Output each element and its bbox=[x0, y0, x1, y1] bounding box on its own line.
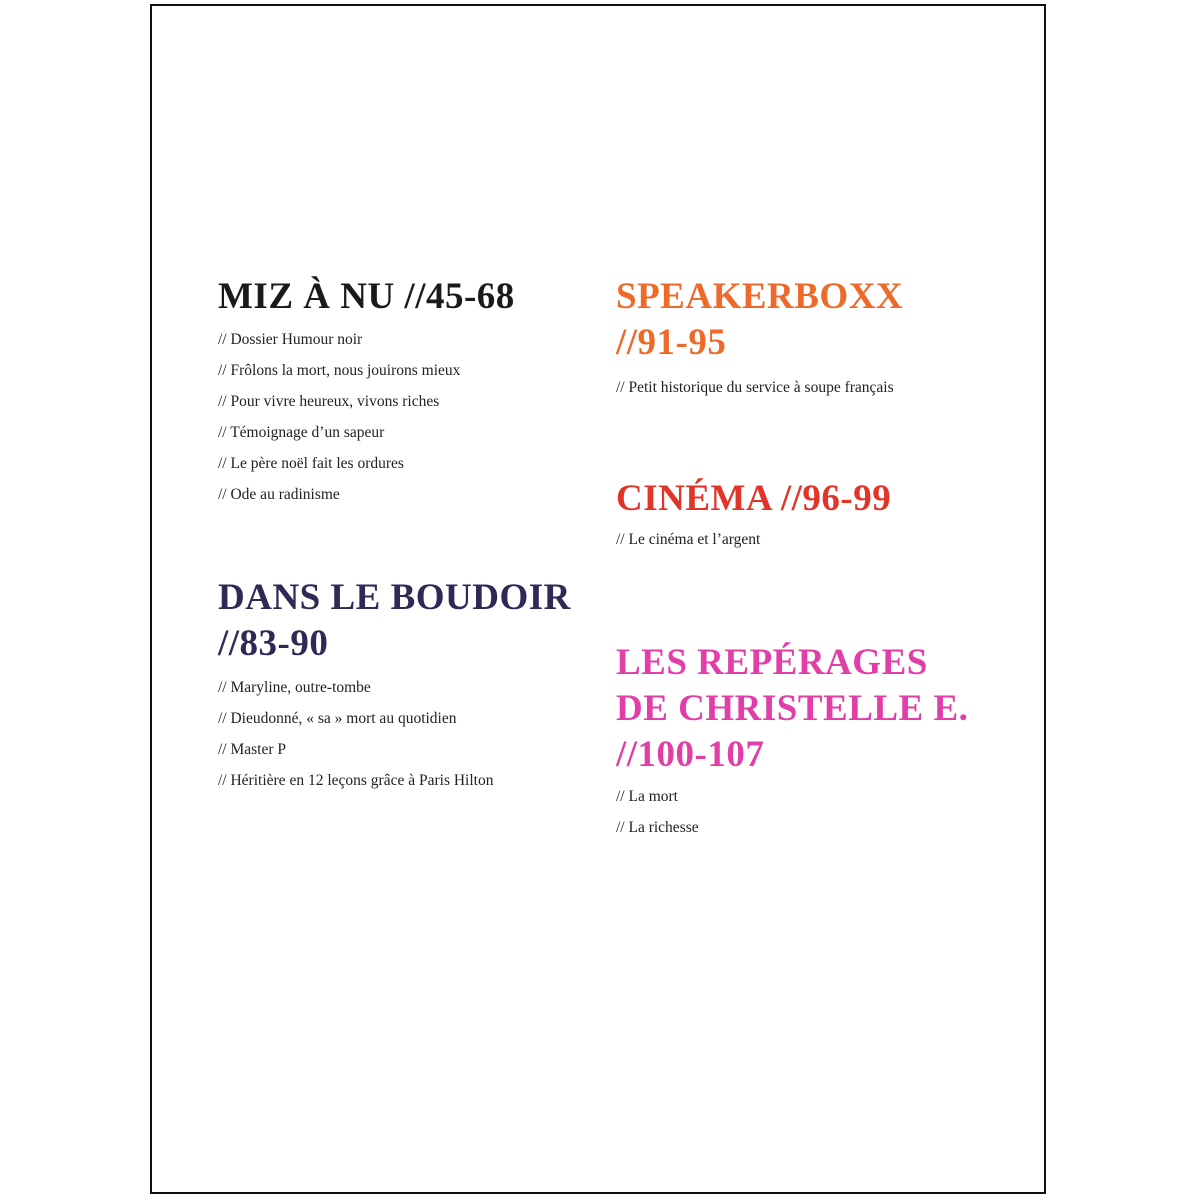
section-les-reperages bbox=[616, 640, 968, 843]
article-list bbox=[218, 324, 515, 510]
article-item: // Pour vivre heureux, vivons riches bbox=[218, 393, 440, 410]
article-item: // Dossier Humour noir bbox=[218, 331, 363, 348]
article-item: // Le père noël fait les ordures bbox=[218, 455, 404, 472]
heading-line: LES REPÉRAGES bbox=[616, 642, 928, 683]
section-miz-a-nu bbox=[218, 274, 515, 510]
section-heading bbox=[616, 640, 968, 778]
heading-line: //83-90 bbox=[218, 623, 329, 664]
section-heading bbox=[218, 575, 571, 667]
heading-line: MIZ À NU //45-68 bbox=[218, 276, 515, 317]
section-heading bbox=[616, 476, 891, 522]
article-item: // Le cinéma et l’argent bbox=[616, 531, 761, 548]
heading-line: SPEAKERBOXX bbox=[616, 276, 904, 317]
article-item: // Frôlons la mort, nous jouirons mieux bbox=[218, 362, 461, 379]
article-list bbox=[218, 672, 571, 796]
heading-line: CINÉMA //96-99 bbox=[616, 478, 892, 519]
article-item: // Master P bbox=[218, 741, 287, 758]
article-list bbox=[616, 372, 903, 403]
article-list bbox=[616, 524, 891, 555]
section-dans-le-boudoir bbox=[218, 575, 571, 796]
heading-line: //100-107 bbox=[616, 734, 765, 775]
article-item: // Témoignage d’un sapeur bbox=[218, 424, 385, 441]
article-item: // Petit historique du service à soupe français bbox=[616, 379, 894, 396]
section-heading bbox=[218, 274, 515, 320]
section-cinema bbox=[616, 476, 891, 555]
heading-line: DANS LE BOUDOIR bbox=[218, 577, 571, 618]
article-list bbox=[616, 781, 968, 843]
heading-line: //91-95 bbox=[616, 322, 727, 363]
article-item: // La mort bbox=[616, 788, 678, 805]
article-item: // Dieudonné, « sa » mort au quotidien bbox=[218, 710, 457, 727]
heading-line: DE CHRISTELLE E. bbox=[616, 688, 969, 729]
article-item: // Maryline, outre-tombe bbox=[218, 679, 371, 696]
section-speakerboxx bbox=[616, 274, 903, 403]
article-item: // La richesse bbox=[616, 819, 699, 836]
article-item: // Héritière en 12 leçons grâce à Paris Hilton bbox=[218, 772, 494, 789]
article-item: // Ode au radinisme bbox=[218, 486, 340, 503]
section-heading bbox=[616, 274, 903, 366]
